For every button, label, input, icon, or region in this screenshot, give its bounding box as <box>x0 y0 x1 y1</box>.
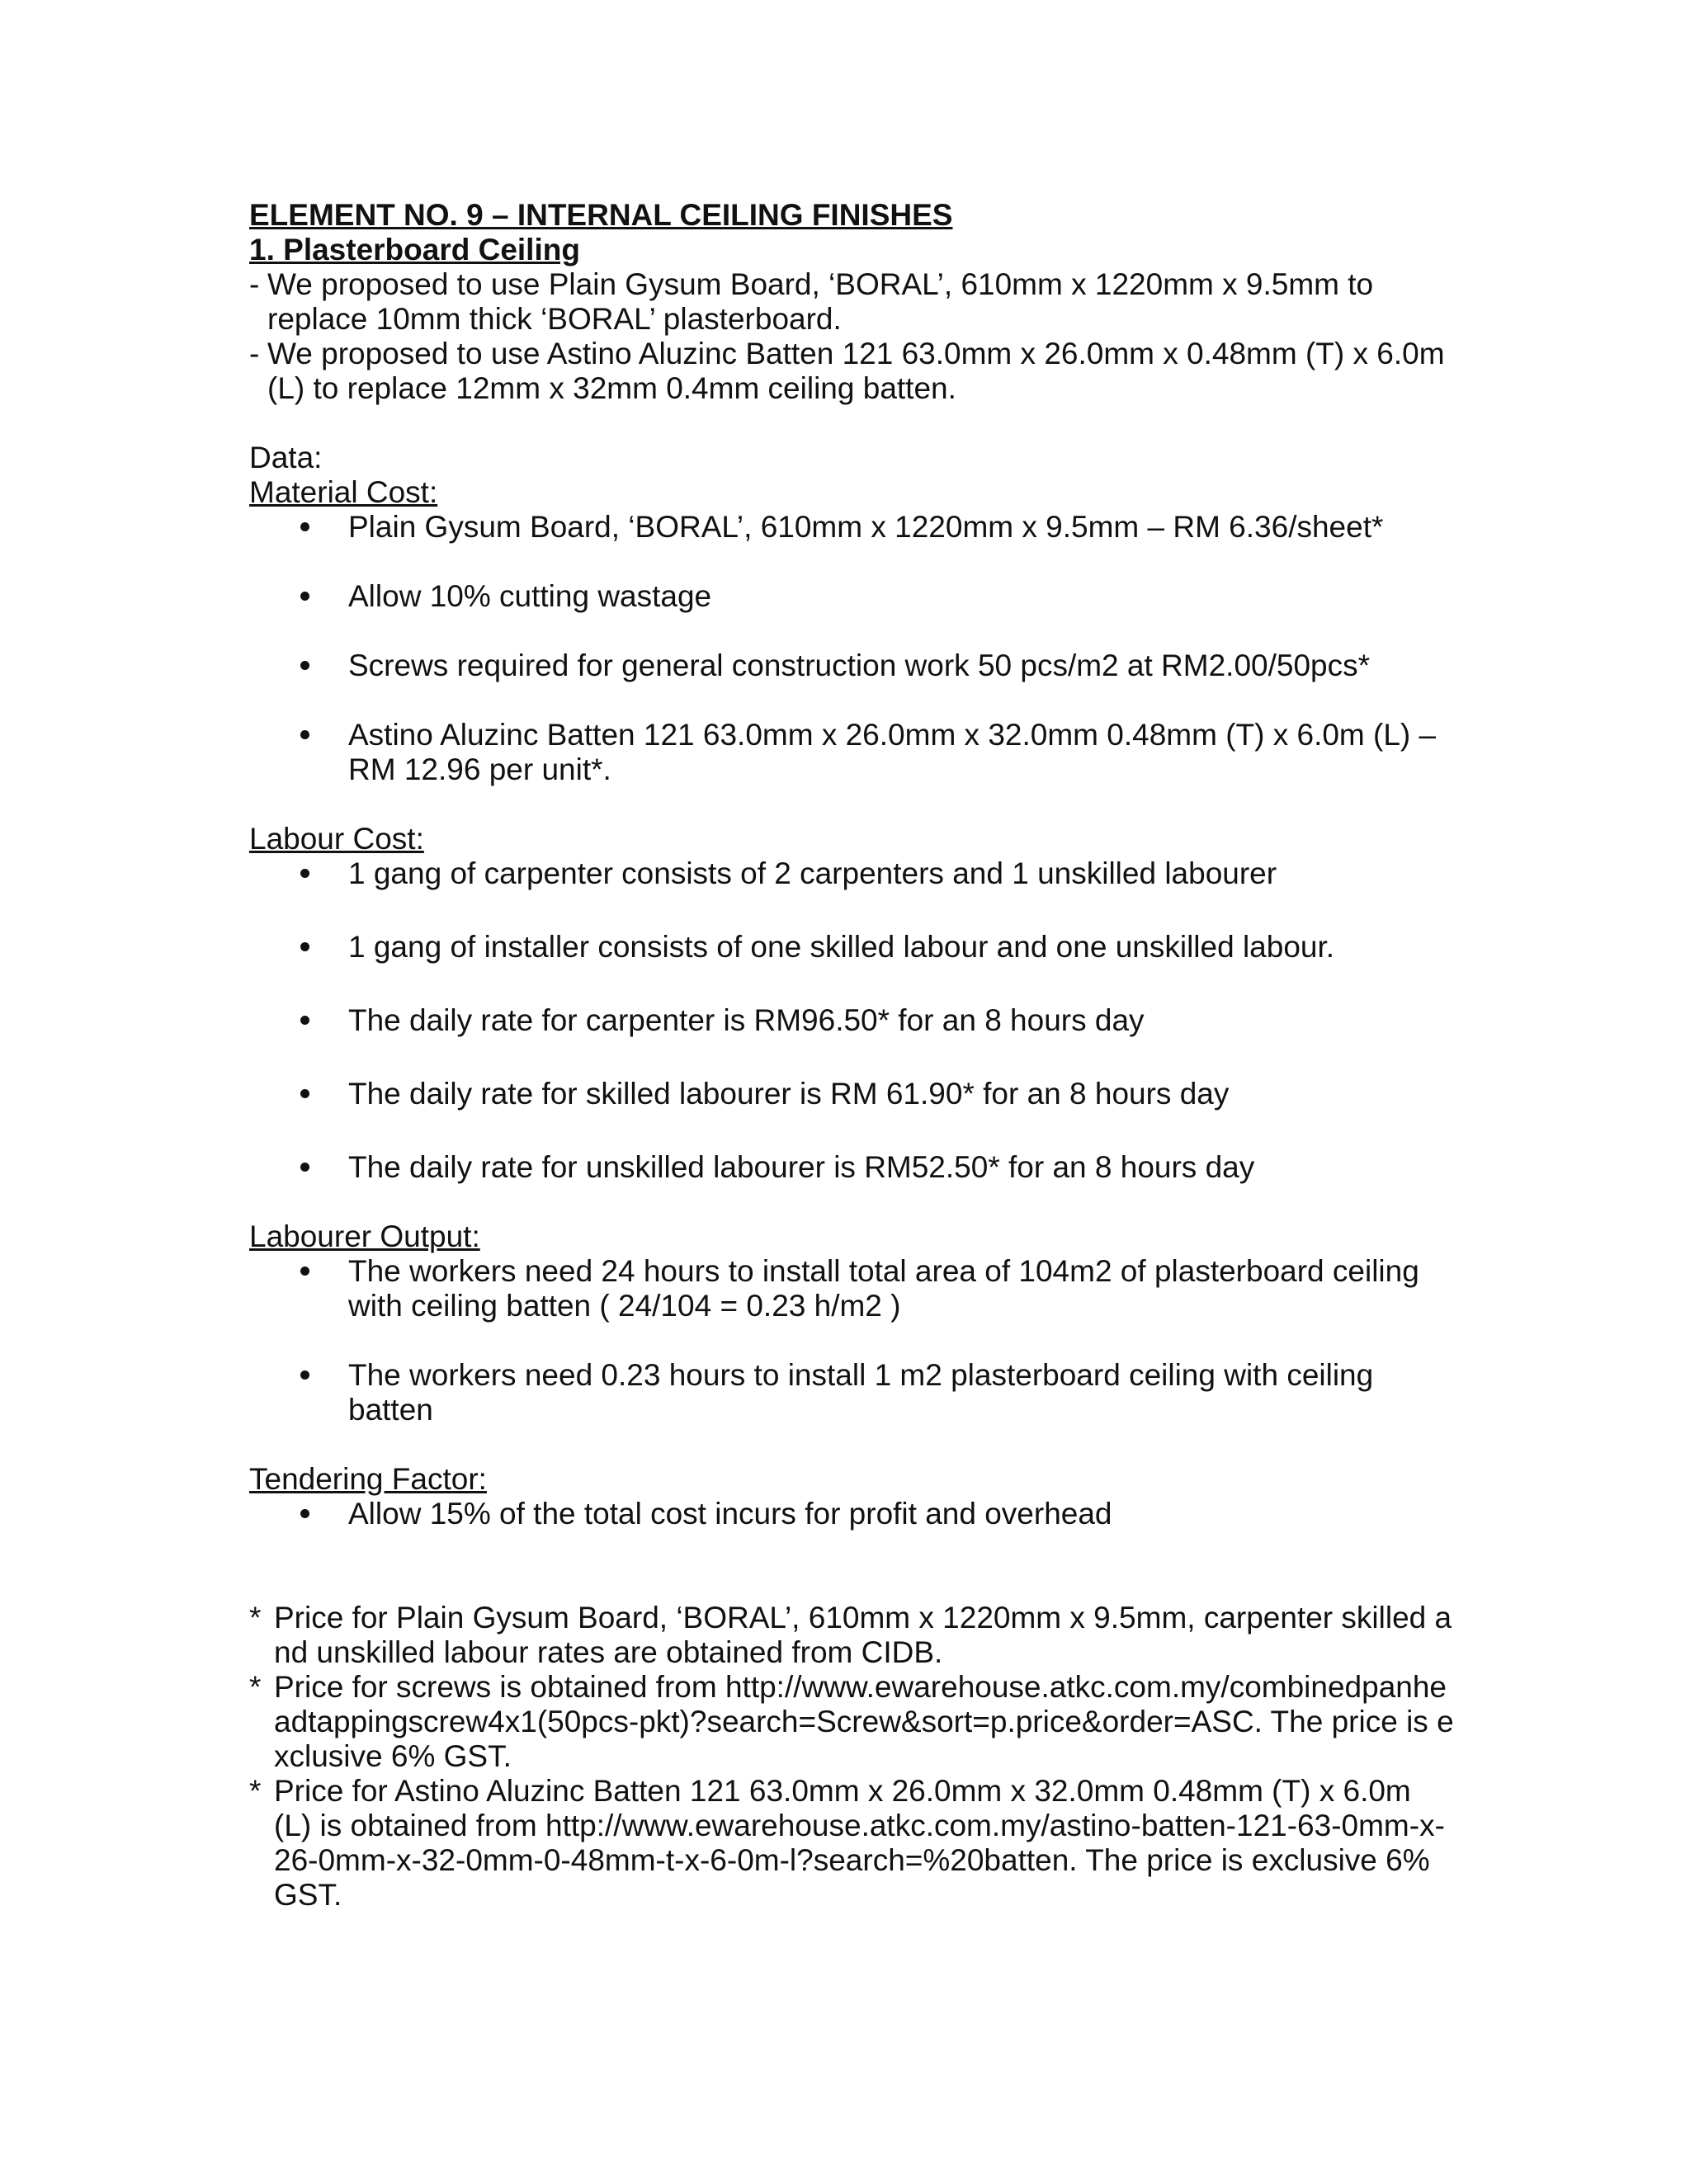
bullet-icon <box>300 730 309 739</box>
tendering-factor-label: Tendering Factor: <box>249 1462 487 1496</box>
list-item: Astino Aluzinc Batten 121 63.0mm x 26.0mm x 32.0mm 0.48mm (T) x 6.0m (L) – RM 12.96 per unit*. <box>249 718 1454 787</box>
dash-marker: - <box>249 337 260 370</box>
labour-cost-label: Labour Cost: <box>249 822 424 856</box>
bullet-icon <box>300 1163 309 1172</box>
proposal-list <box>249 267 1454 406</box>
list-item: The daily rate for unskilled labourer is RM52.50* for an 8 hours day <box>249 1150 1454 1185</box>
tendering-factor-list <box>249 1497 1454 1531</box>
bullet-icon <box>300 1267 309 1276</box>
list-item: The workers need 0.23 hours to install 1 m2 plasterboard ceiling with ceiling batten <box>249 1358 1454 1427</box>
proposal-text: We proposed to use Plain Gysum Board, ‘BORAL’, 610mm x 1220mm x 9.5mm to replace 10mm thick ‘BORAL’ plasterboard. <box>267 267 1374 336</box>
list-item: 1 gang of installer consists of one skilled labour and one unskilled labour. <box>249 930 1454 965</box>
list-item: Screws required for general construction work 50 pcs/m2 at RM2.00/50pcs* <box>249 649 1454 683</box>
bullet-icon <box>300 1016 309 1025</box>
material-cost-list <box>249 510 1454 787</box>
footnote-text: Price for Plain Gysum Board, ‘BORAL’, 610mm x 1220mm x 9.5mm, carpenter skilled and unskilled labour rates are obtained from CIDB. <box>274 1601 1452 1669</box>
bullet-icon <box>300 1370 309 1380</box>
list-item: 1 gang of carpenter consists of 2 carpenters and 1 unskilled labourer <box>249 856 1454 891</box>
data-label: Data: <box>249 441 323 474</box>
footnotes <box>249 1601 1454 1913</box>
asterisk-marker: * <box>249 1670 262 1704</box>
footnote-text: Price for Astino Aluzinc Batten 121 63.0mm x 26.0mm x 32.0mm 0.48mm (T) x 6.0m (L) is obtained from http://www.ewarehouse.atkc.com.my/astino-batten-121-63-0mm-x-26-0mm-x-32-0mm-0-48mm-t-x-6-0m-l?search=%20batten. The price is exclusive 6% GST. <box>274 1774 1445 1912</box>
spacer <box>249 406 1454 441</box>
material-cost-label: Material Cost: <box>249 475 438 509</box>
bullet-icon <box>300 1089 309 1098</box>
footnote <box>249 1601 1454 1670</box>
list-item: The daily rate for skilled labourer is RM 61.90* for an 8 hours day <box>249 1077 1454 1111</box>
bullet-icon <box>300 661 309 670</box>
list-item: Allow 10% cutting wastage <box>249 579 1454 614</box>
bullet-icon <box>300 1509 309 1518</box>
proposal-text: We proposed to use Astino Aluzinc Batten 121 63.0mm x 26.0mm x 0.48mm (T) x 6.0m (L) to replace 12mm x 32mm 0.4mm ceiling batten. <box>267 337 1445 405</box>
asterisk-marker: * <box>249 1601 262 1634</box>
asterisk-marker: * <box>249 1774 262 1808</box>
footnote <box>249 1670 1454 1774</box>
proposal-item <box>249 267 1454 337</box>
bullet-icon <box>300 869 309 878</box>
bullet-icon <box>300 592 309 601</box>
proposal-item <box>249 337 1454 406</box>
list-item: Plain Gysum Board, ‘BORAL’, 610mm x 1220mm x 9.5mm – RM 6.36/sheet* <box>249 510 1454 545</box>
spacer <box>249 1531 1454 1601</box>
footnote <box>249 1774 1454 1913</box>
labour-cost-list <box>249 856 1454 1185</box>
footnote-text: Price for screws is obtained from http://www.ewarehouse.atkc.com.my/combinedpanheadtappingscrew4x1(50pcs-pkt)?search=Screw&sort=p.price&order=ASC. The price is exclusive 6% GST. <box>274 1670 1454 1773</box>
dash-marker: - <box>249 267 260 301</box>
bullet-icon <box>300 522 309 531</box>
spacer <box>249 1427 1454 1462</box>
section-subtitle: 1. Plasterboard Ceiling <box>249 233 580 267</box>
element-title: ELEMENT NO. 9 – INTERNAL CEILING FINISHES <box>249 198 953 232</box>
list-item: The daily rate for carpenter is RM96.50* for an 8 hours day <box>249 1003 1454 1038</box>
list-item: The workers need 24 hours to install total area of 104m2 of plasterboard ceiling with ceiling batten ( 24/104 = 0.23 h/m2 ) <box>249 1254 1454 1323</box>
labourer-output-list <box>249 1254 1454 1427</box>
labourer-output-label: Labourer Output: <box>249 1219 480 1253</box>
spacer <box>249 1185 1454 1219</box>
spacer <box>249 787 1454 822</box>
bullet-icon <box>300 942 309 951</box>
document-page <box>249 198 1454 1913</box>
list-item: Allow 15% of the total cost incurs for profit and overhead <box>249 1497 1454 1531</box>
